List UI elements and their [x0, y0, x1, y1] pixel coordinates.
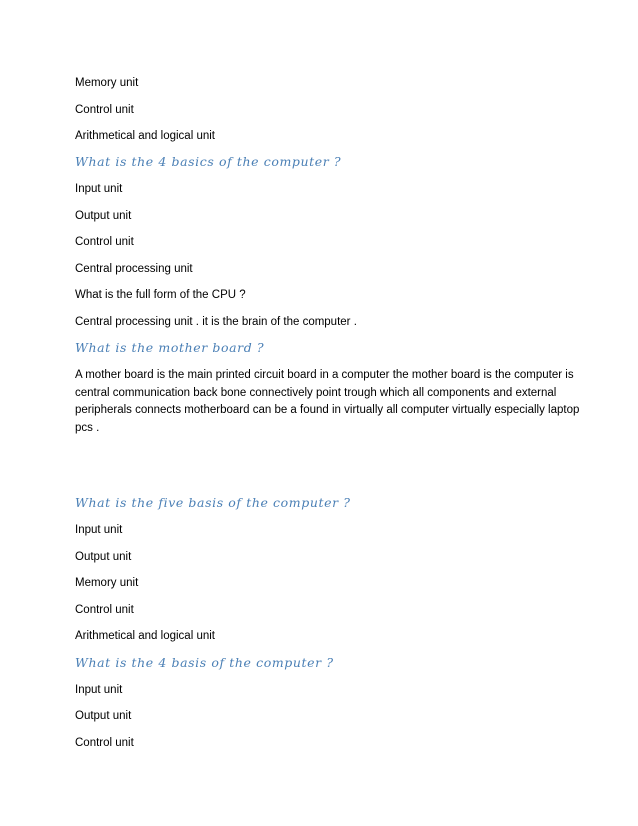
paragraph	[75, 367, 580, 437]
list-item: Control unit	[75, 236, 134, 248]
list-item: Control unit	[75, 604, 134, 616]
list-item: Input unit	[75, 524, 123, 536]
question-text: What is the full form of the CPU ?	[75, 289, 246, 301]
answer-text: Central processing unit . it is the brain of the computer .	[75, 316, 357, 328]
paragraph-line: pcs .	[75, 421, 100, 434]
list-item: Input unit	[75, 183, 123, 195]
list-item: Memory unit	[75, 577, 139, 589]
paragraph-line: central communication back bone connectively point trough which all components and external	[75, 386, 557, 399]
list-item: Memory unit	[75, 77, 139, 89]
section-heading: What is the 4 basics of the computer ?	[75, 154, 342, 169]
section-heading: What is the five basis of the computer ?	[75, 495, 351, 510]
list-item: Control unit	[75, 104, 134, 116]
list-item: Input unit	[75, 684, 123, 696]
list-item: Output unit	[75, 710, 132, 722]
section-heading: What is the mother board ?	[75, 340, 265, 355]
section-heading: What is the 4 basis of the computer ?	[75, 655, 334, 670]
list-item: Output unit	[75, 210, 132, 222]
list-item: Arithmetical and logical unit	[75, 630, 215, 642]
list-item: Central processing unit	[75, 263, 193, 275]
list-item: Control unit	[75, 737, 134, 749]
list-item: Output unit	[75, 551, 132, 563]
list-item: Arithmetical and logical unit	[75, 130, 215, 142]
paragraph-line: A mother board is the main printed circuit board in a computer the mother board is the computer is	[75, 369, 574, 381]
paragraph-line: peripherals connects motherboard can be a found in virtually all computer virtually especially laptop	[75, 404, 580, 416]
